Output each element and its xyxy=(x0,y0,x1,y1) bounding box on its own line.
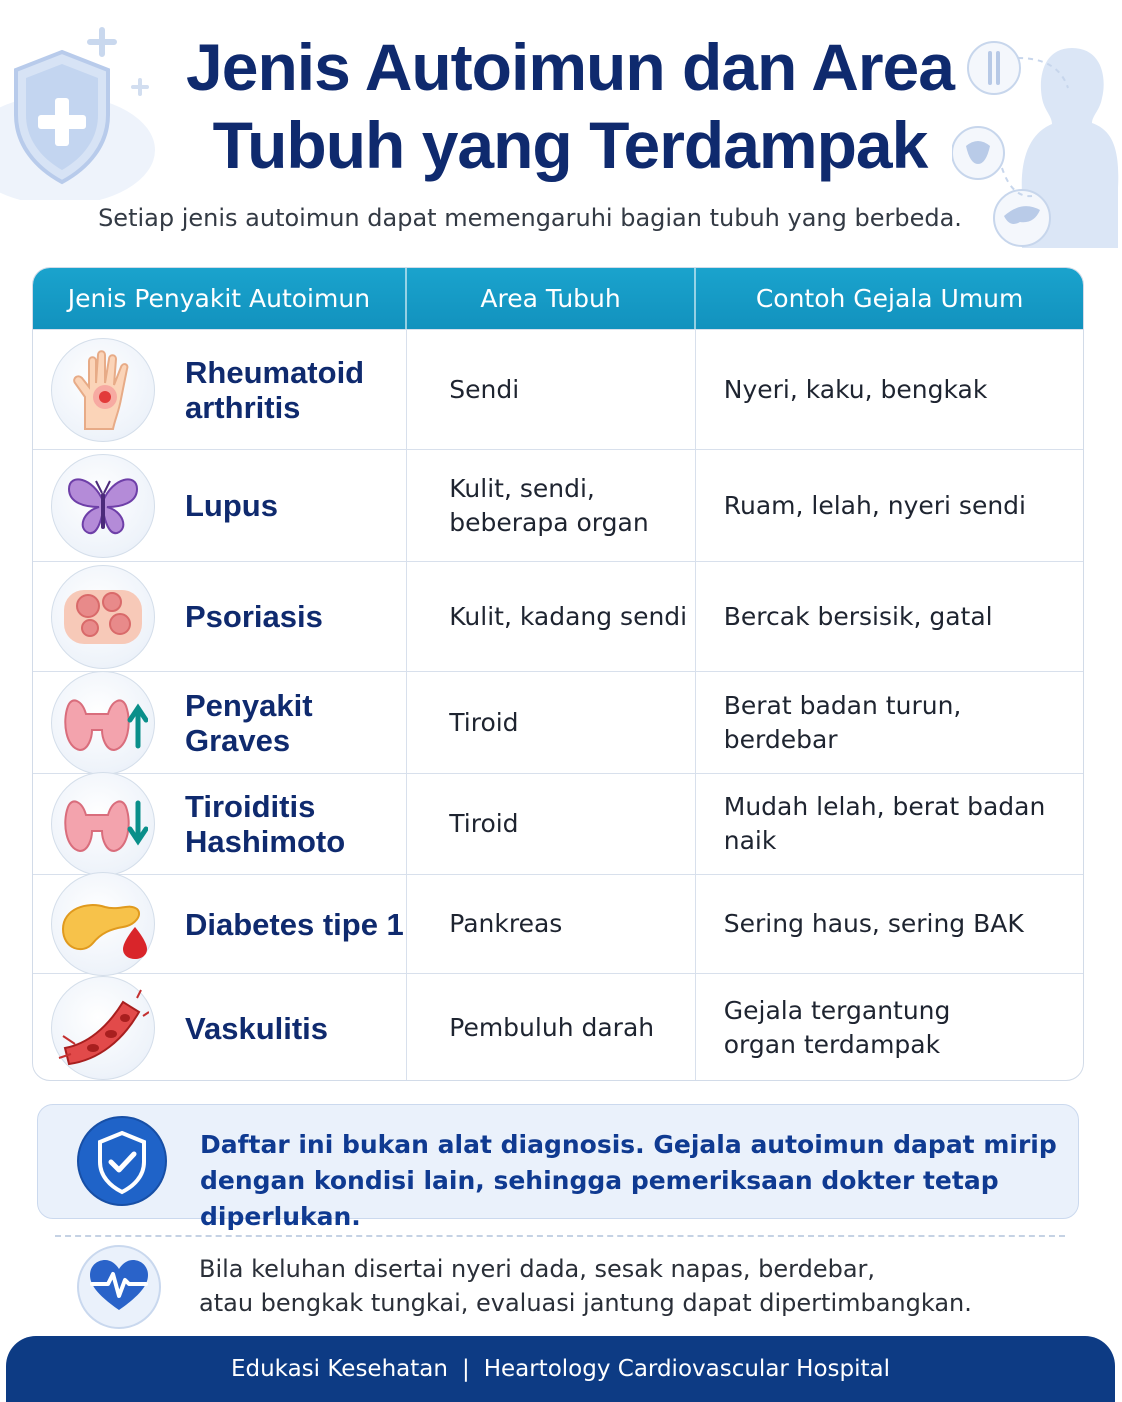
area-cell: Sendi xyxy=(406,330,694,449)
disclaimer-line-2: dengan kondisi lain, sehingga pemeriksaan dokter tetap diperlukan. xyxy=(200,1166,999,1231)
shield-check-icon xyxy=(76,1115,168,1207)
table-row xyxy=(33,973,1083,1081)
footer-separator: | xyxy=(461,1356,470,1382)
table-row xyxy=(33,561,1083,671)
footer xyxy=(6,1336,1115,1402)
cardiac-advice-line-2: atau bengkak tungkai, evaluasi jantung dapat dipertimbangkan. xyxy=(199,1289,972,1317)
disease-cell xyxy=(33,450,406,561)
table-header xyxy=(33,268,1083,329)
footer-right: Heartology Cardiovascular Hospital xyxy=(483,1356,891,1382)
disease-cell xyxy=(33,562,406,671)
disease-name: Tiroiditis Hashimoto xyxy=(185,789,346,859)
table-row xyxy=(33,449,1083,561)
disclaimer-box xyxy=(37,1104,1079,1231)
cardiac-advice-text xyxy=(199,1252,1059,1320)
divider xyxy=(55,1235,1065,1237)
symptoms-cell: Gejala tergantung organ terdampak xyxy=(695,974,1083,1081)
disease-cell xyxy=(33,875,406,973)
table-row xyxy=(33,874,1083,973)
area-cell: Tiroid xyxy=(406,774,694,874)
disease-cell xyxy=(33,672,406,773)
pancreas-icon xyxy=(51,872,155,976)
blood-vessel-icon xyxy=(51,976,155,1080)
hand-joint-icon xyxy=(51,338,155,442)
symptoms-cell: Mudah lelah, berat badan naik xyxy=(695,774,1083,874)
table-row xyxy=(33,329,1083,449)
disease-name: Lupus xyxy=(185,488,278,523)
symptoms-cell: Sering haus, sering BAK xyxy=(695,875,1083,973)
thyroid-up-icon xyxy=(51,671,155,775)
page-subtitle: Setiap jenis autoimun dapat memengaruhi bagian tubuh yang berbeda. xyxy=(98,204,962,232)
shield-plus-icon xyxy=(0,20,170,200)
disease-cell xyxy=(33,974,406,1081)
disclaimer-line-1: Daftar ini bukan alat diagnosis. Gejala autoimun dapat mirip xyxy=(200,1130,1057,1159)
symptoms-cell: Berat badan turun, berdebar xyxy=(695,672,1083,773)
area-cell: Pankreas xyxy=(406,875,694,973)
area-cell: Tiroid xyxy=(406,672,694,773)
disease-cell xyxy=(33,330,406,449)
area-cell: Kulit, kadang sendi xyxy=(406,562,694,671)
heart-pulse-icon xyxy=(76,1244,162,1330)
column-header-symptoms: Contoh Gejala Umum xyxy=(694,268,1083,329)
page-title xyxy=(150,28,990,184)
footer-left: Edukasi Kesehatan xyxy=(230,1356,448,1382)
disease-name: Diabetes tipe 1 xyxy=(185,906,404,942)
title-line-2: Tubuh yang Terdampak xyxy=(212,108,928,182)
symptoms-cell: Ruam, lelah, nyeri sendi xyxy=(695,450,1083,561)
symptoms-cell: Bercak bersisik, gatal xyxy=(695,562,1083,671)
skin-patch-icon xyxy=(51,565,155,669)
thyroid-down-icon xyxy=(51,772,155,876)
butterfly-icon xyxy=(51,454,155,558)
column-header-disease: Jenis Penyakit Autoimun xyxy=(67,284,371,313)
disease-cell xyxy=(33,774,406,874)
disease-name: Vaskulitis xyxy=(185,1010,329,1046)
disease-name: Psoriasis xyxy=(185,599,323,634)
table-row xyxy=(33,671,1083,773)
disease-name: Penyakit Graves xyxy=(185,687,313,758)
table-row xyxy=(33,773,1083,874)
area-cell: Kulit, sendi, beberapa organ xyxy=(406,450,694,561)
cardiac-advice-line-1: Bila keluhan disertai nyeri dada, sesak napas, berdebar, xyxy=(199,1255,876,1283)
disclaimer-text xyxy=(200,1127,1060,1235)
disease-name: Rheumatoid arthritis xyxy=(185,354,365,425)
area-cell: Pembuluh darah xyxy=(406,974,694,1081)
title-line-1: Jenis Autoimun dan Area xyxy=(186,30,954,104)
symptoms-cell: Nyeri, kaku, bengkak xyxy=(695,330,1083,449)
autoimmune-table xyxy=(32,267,1084,1081)
column-header-area: Area Tubuh xyxy=(405,268,694,329)
